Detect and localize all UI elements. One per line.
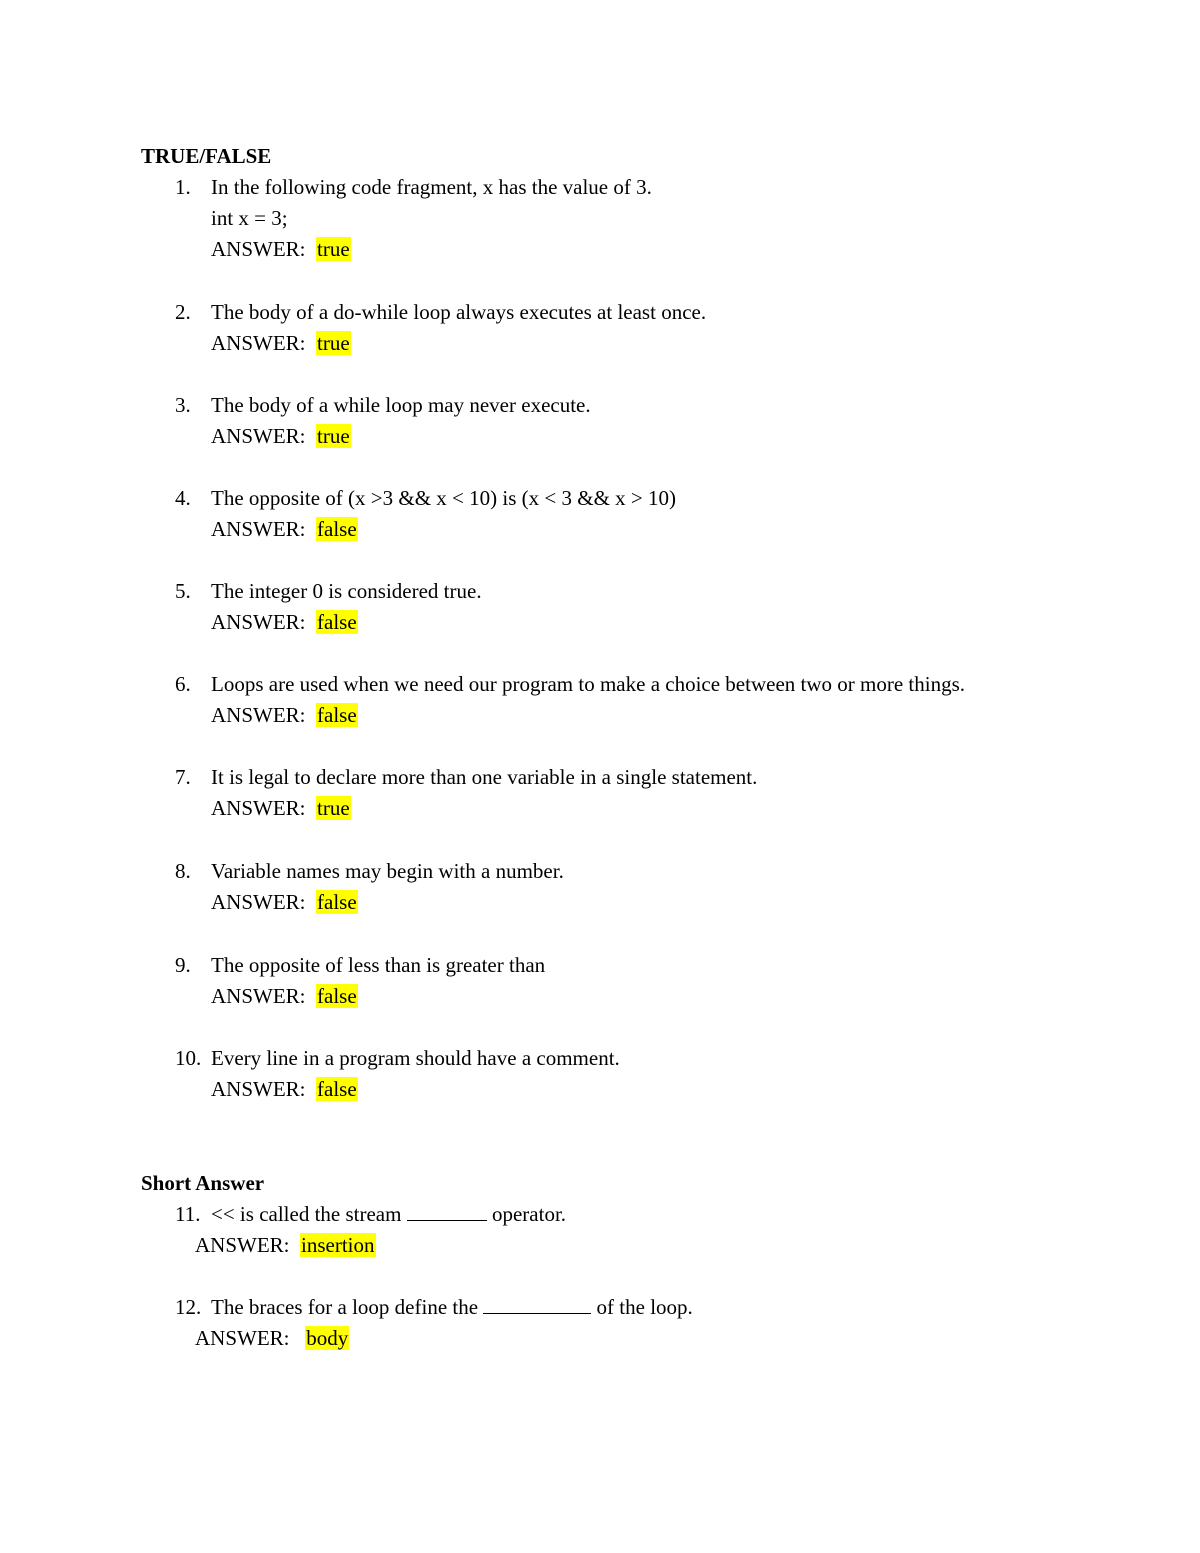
question-number: 9.	[175, 953, 191, 977]
answer-value: true	[317, 331, 350, 355]
answer-label: ANSWER:	[195, 1326, 290, 1350]
answer-value: false	[317, 984, 357, 1008]
question-number: 3.	[175, 393, 191, 417]
question-text-before: The braces for a loop define the	[211, 1295, 479, 1319]
answer-label: ANSWER:	[211, 610, 306, 634]
answer-line	[211, 514, 358, 545]
answer-value: false	[317, 703, 357, 727]
answer-line	[211, 328, 351, 359]
answer-line	[195, 1323, 349, 1354]
question-text-before: << is called the stream	[211, 1202, 402, 1226]
question-text: The opposite of (x >3 && x < 10) is (x < 3 && x > 10)	[211, 486, 676, 510]
short-answer-heading: Short Answer	[141, 1171, 265, 1195]
code-line: int x = 3;	[211, 206, 288, 230]
question-number: 4.	[175, 486, 191, 510]
question-text-after: of the loop.	[596, 1295, 693, 1319]
answer-value: false	[317, 610, 357, 634]
question-number: 2.	[175, 300, 191, 324]
question-number: 8.	[175, 859, 191, 883]
question-text: It is legal to declare more than one variable in a single statement.	[211, 765, 758, 789]
fill-in-blank	[483, 1295, 591, 1314]
question-text: Variable names may begin with a number.	[211, 859, 564, 883]
question-text: The body of a do-while loop always executes at least once.	[211, 300, 707, 324]
answer-line	[211, 234, 351, 265]
answer-value: false	[317, 1077, 357, 1101]
answer-line	[211, 981, 358, 1012]
answer-line	[211, 887, 358, 918]
answer-line	[195, 1230, 376, 1261]
answer-value: insertion	[301, 1233, 375, 1257]
answer-label: ANSWER:	[195, 1233, 290, 1257]
question-text: The integer 0 is considered true.	[211, 579, 482, 603]
question-number: 11.	[175, 1202, 201, 1226]
answer-label: ANSWER:	[211, 424, 306, 448]
question-number: 6.	[175, 672, 191, 696]
answer-value: true	[317, 796, 350, 820]
answer-line	[211, 421, 351, 452]
question-text: The body of a while loop may never execute.	[211, 393, 591, 417]
question-number: 10.	[175, 1046, 202, 1070]
answer-label: ANSWER:	[211, 1077, 306, 1101]
answer-value: body	[306, 1326, 349, 1350]
question-text: In the following code fragment, x has the value of 3.	[211, 175, 652, 199]
answer-label: ANSWER:	[211, 890, 306, 914]
answer-label: ANSWER:	[211, 331, 306, 355]
answer-value: false	[317, 890, 357, 914]
answer-label: ANSWER:	[211, 796, 306, 820]
answer-label: ANSWER:	[211, 984, 306, 1008]
answer-value: true	[317, 424, 350, 448]
answer-line	[211, 793, 351, 824]
question-text	[211, 1199, 566, 1230]
answer-value: false	[317, 517, 357, 541]
answer-line	[211, 607, 358, 638]
true-false-heading: TRUE/FALSE	[141, 144, 272, 168]
answer-value: true	[317, 237, 350, 261]
answer-line	[211, 700, 358, 731]
question-number: 7.	[175, 765, 191, 789]
answer-line	[211, 1074, 358, 1105]
question-text: Every line in a program should have a comment.	[211, 1046, 620, 1070]
answer-label: ANSWER:	[211, 517, 306, 541]
answer-label: ANSWER:	[211, 237, 306, 261]
fill-in-blank	[407, 1202, 487, 1221]
question-number: 1.	[175, 175, 191, 199]
question-number: 5.	[175, 579, 191, 603]
question-text	[211, 1292, 693, 1323]
question-number: 12.	[175, 1295, 202, 1319]
question-text-after: operator.	[491, 1202, 567, 1226]
answer-label: ANSWER:	[211, 703, 306, 727]
question-text: Loops are used when we need our program to make a choice between two or more things.	[211, 672, 966, 696]
question-text: The opposite of less than is greater than	[211, 953, 546, 977]
